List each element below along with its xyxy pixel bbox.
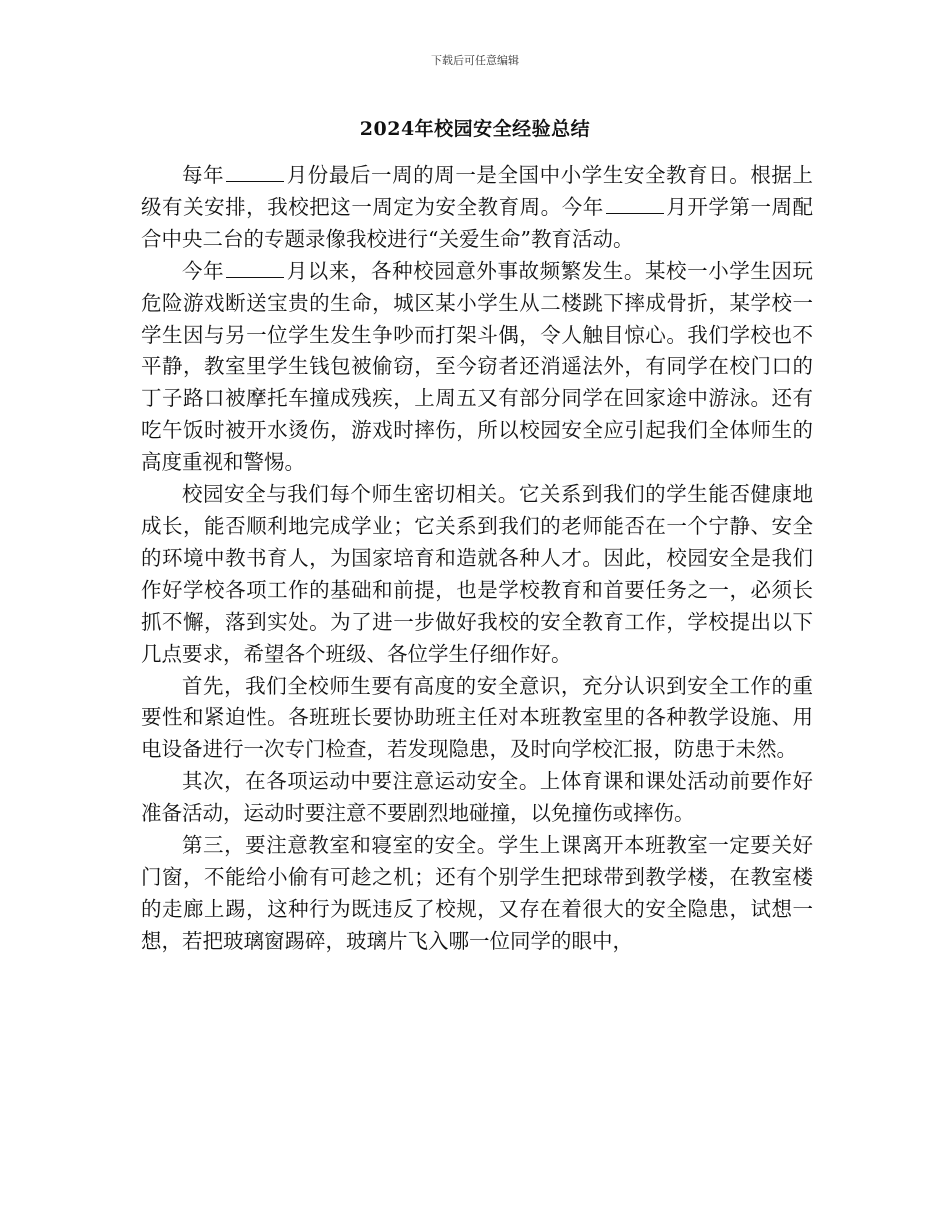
paragraph-text: 月以来，各种校园意外事故频繁发生。某校一小学生因玩危险游戏断送宝贵的生命，城区某小学生从二楼跳下摔成骨折，某学校一学生因与另一位学生发生争吵而打架斗偶，令人触目惊心。我们学校也不平静，教室里学生钱包被偷窃，至今窃者还消遥法外，有同学在校门口的丁子路口被摩托车撞成残疾，上周五又有部分同学在回家途中游泳。还有吃午饭时被开水烫伤，游戏时摔伤，所以校园安全应引起我们全体师生的高度重视和警惕。 (141, 258, 814, 475)
paragraph-text: 月份最后一周的周一是全国中小学生安全教育日。根据上级有关安排，我校把这一周定为安全教育周。今年 (141, 163, 814, 219)
paragraph-third-requirement: 第三，要注意教室和寝室的安全。学生上课离开本班教室一定要关好门窗，不能给小偷有可趁之机；还有个别学生把球带到教学楼，在教室楼的走廊上踢，这种行为既违反了校规，又存在着很大的安全隐患，试想一想，若把玻璃窗踢碎，玻璃片飞入哪一位同学的眼中， (141, 833, 813, 953)
paragraph-text: 每年 (182, 163, 225, 187)
fill-blank (226, 257, 284, 278)
paragraph-text: 月开学第一周配合中央二台的专题录像我校进行“关爱生命”教育活动。 (141, 194, 814, 251)
paragraph-safety-day (141, 160, 813, 256)
paragraph-importance: 校园安全与我们每个师生密切相关。它关系到我们的学生能否健康地成长，能否顺利地完成学业；它关系到我们的老师能否在一个宁静、安全的环境中教书育人，为国家培育和造就各种人才。因此，校园安全是我们作好学校各项工作的基础和前提，也是学校教育和首要任务之一，必须长抓不懈，落到实处。为了进一步做好我校的安全教育工作，学校提出以下几点要求，希望各个班级、各位学生仔细作好。 (141, 482, 813, 666)
paragraph-text: 今年 (182, 258, 225, 283)
document-title: 2024年校园安全经验总结 (359, 118, 591, 140)
fill-blank (606, 193, 664, 214)
paragraph-second-requirement: 其次，在各项运动中要注意运动安全。上体育课和课处活动前要作好准备活动，运动时要注意不要剧烈地碰撞，以免撞伤或摔伤。 (141, 769, 813, 826)
paragraph-first-requirement: 首先，我们全校师生要有高度的安全意识，充分认识到安全工作的重要性和紧迫性。各班班长要协助班主任对本班教室里的各种教学设施、用电设备进行一次专门检查，若发现隐患，及时向学校汇报，防患于未然。 (141, 673, 813, 762)
page-header-note: 下载后可任意编辑 (431, 54, 519, 67)
document-body (141, 160, 813, 958)
fill-blank (226, 161, 284, 182)
paragraph-accidents (141, 256, 813, 479)
